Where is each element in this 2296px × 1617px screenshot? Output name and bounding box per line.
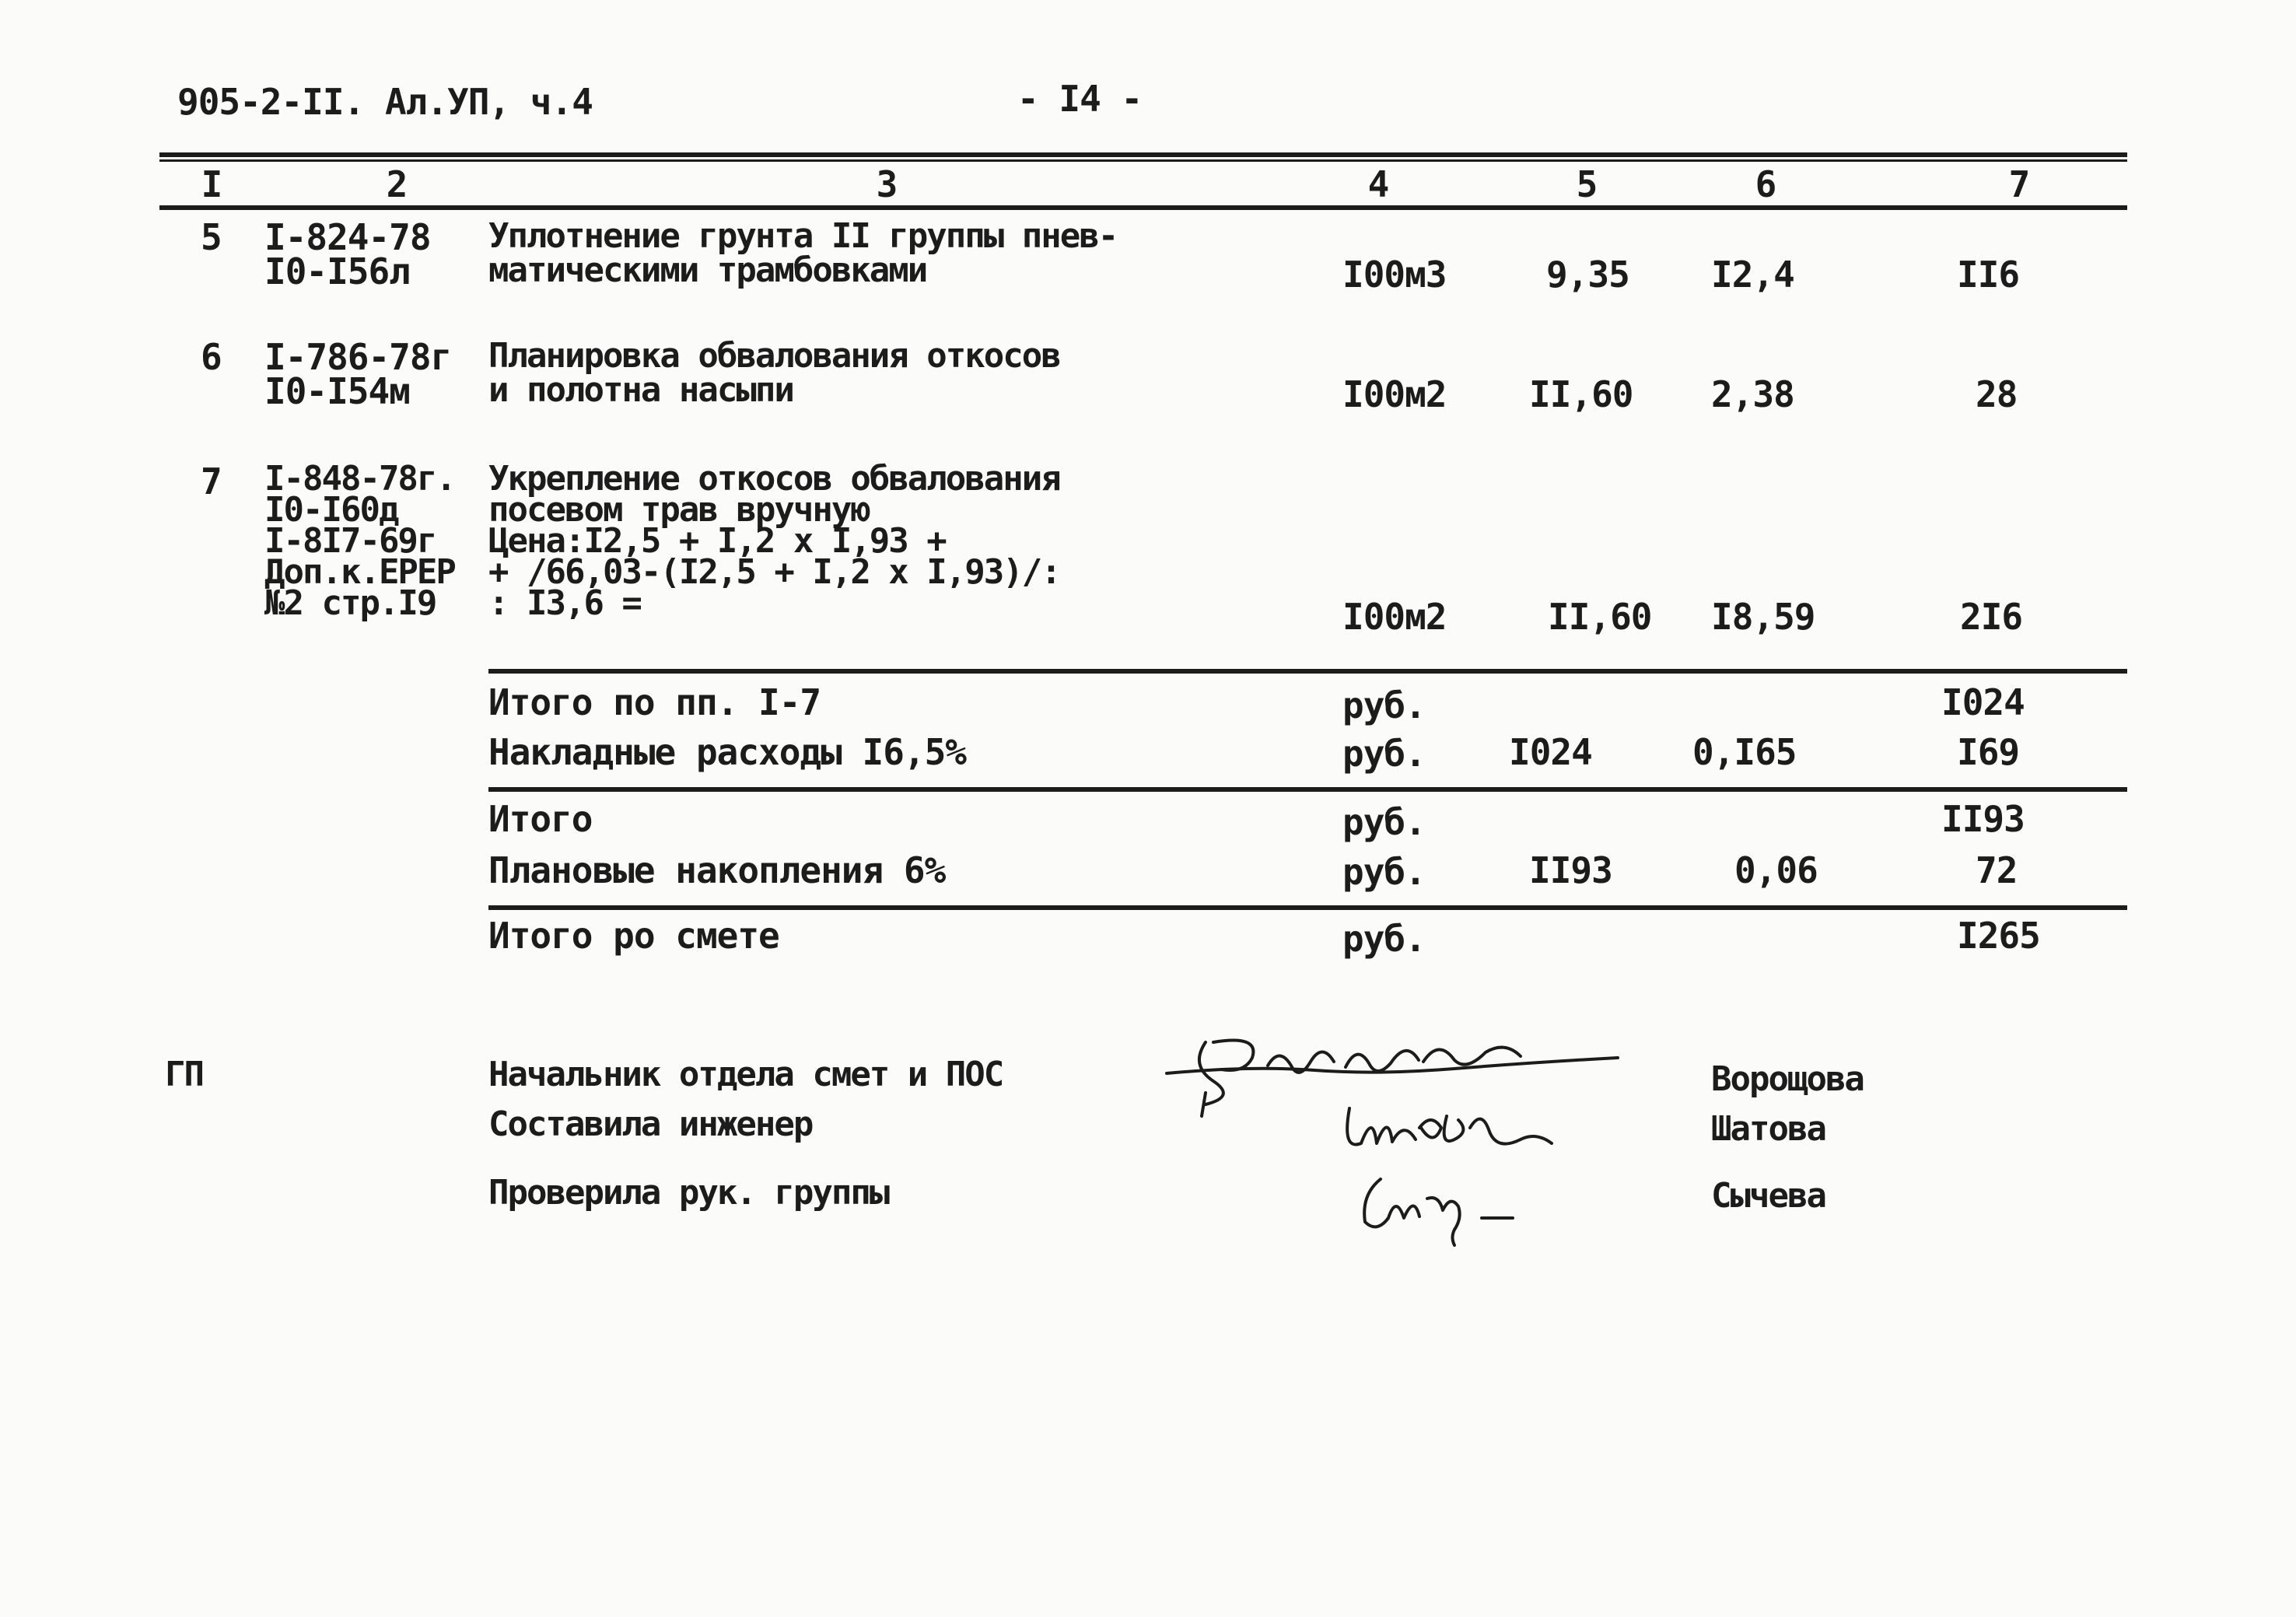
norm-code: Доп.к.ЕРЕР bbox=[264, 552, 455, 592]
price-formula: Цена:I2,5 + I,2 x I,93 + bbox=[488, 521, 946, 561]
org-mark: ГП bbox=[165, 1055, 203, 1094]
norm-code: I-824-78 bbox=[264, 216, 431, 258]
work-description: Планировка обвалования откосов bbox=[488, 336, 1060, 376]
summary-unit: руб. bbox=[1342, 801, 1426, 843]
row-number: 7 bbox=[201, 460, 222, 502]
summary-rate: 0,06 bbox=[1734, 849, 1818, 891]
work-description: Уплотнение грунта II группы пнев- bbox=[488, 216, 1118, 256]
unit: I00м3 bbox=[1342, 254, 1447, 296]
summary-label: Итого по пп. I-7 bbox=[488, 681, 821, 723]
summary-total: II93 bbox=[1941, 798, 2025, 840]
signer-name: Шатова bbox=[1711, 1109, 1825, 1149]
summary-unit: руб. bbox=[1342, 851, 1426, 893]
summary-label: Итого ро смете bbox=[488, 915, 779, 957]
norm-code: I-848-78г. bbox=[264, 459, 455, 499]
row-total: II6 bbox=[1957, 254, 2020, 296]
norm-code: I-786-78г bbox=[264, 336, 452, 378]
row-total: 2I6 bbox=[1960, 596, 2023, 638]
unit-price: I2,4 bbox=[1711, 254, 1794, 296]
summary-label: Плановые накопления 6% bbox=[488, 849, 946, 891]
summary-bottom-rule bbox=[488, 905, 2127, 910]
header-bottom-rule bbox=[159, 205, 2127, 210]
work-description: посевом трав вручную bbox=[488, 490, 870, 530]
column-number: 4 bbox=[1367, 163, 1389, 205]
quantity: 9,35 bbox=[1546, 254, 1629, 296]
summary-base: II93 bbox=[1529, 849, 1612, 891]
work-description: матическими трамбовками bbox=[488, 250, 927, 290]
norm-code: I0-I54м bbox=[264, 370, 410, 412]
column-number: I bbox=[201, 163, 222, 205]
signer-role: Проверила рук. группы bbox=[488, 1173, 889, 1213]
summary-total: I024 bbox=[1941, 681, 2025, 723]
row-total: 28 bbox=[1976, 373, 2018, 415]
signer-role: Начальник отдела смет и ПОС bbox=[488, 1055, 1003, 1094]
table-top-rule bbox=[159, 152, 2127, 157]
work-description: и полотна насыпи bbox=[488, 370, 793, 410]
row-number: 6 bbox=[201, 336, 222, 378]
summary-mid-rule bbox=[488, 787, 2127, 792]
unit: I00м2 bbox=[1342, 373, 1447, 415]
unit-price: I8,59 bbox=[1711, 596, 1815, 638]
summary-label: Накладные расходы I6,5% bbox=[488, 731, 966, 773]
column-number: 2 bbox=[386, 163, 408, 205]
norm-code: I-8I7-69г bbox=[264, 521, 436, 561]
norm-code: I0-I56л bbox=[264, 250, 410, 292]
quantity: II,60 bbox=[1548, 596, 1652, 638]
price-formula: : I3,6 = bbox=[488, 583, 641, 623]
row-number: 5 bbox=[201, 216, 222, 258]
norm-code: №2 стр.I9 bbox=[264, 583, 436, 623]
column-number: 6 bbox=[1755, 163, 1776, 205]
table-top-rule-inner bbox=[159, 159, 2127, 162]
summary-rate: 0,I65 bbox=[1692, 731, 1797, 773]
summary-unit: руб. bbox=[1342, 684, 1426, 726]
summary-total: I69 bbox=[1957, 731, 2020, 773]
summary-total: 72 bbox=[1976, 849, 2018, 891]
work-description: Укрепление откосов обвалования bbox=[488, 459, 1060, 499]
unit-price: 2,38 bbox=[1711, 373, 1794, 415]
quantity: II,60 bbox=[1529, 373, 1633, 415]
column-number: 5 bbox=[1576, 163, 1598, 205]
page-number: - I4 - bbox=[1017, 78, 1143, 120]
document-code: 905-2-II. Ал.УП, ч.4 bbox=[177, 81, 593, 123]
norm-code: I0-I60д bbox=[264, 490, 398, 530]
signer-name: Ворощова bbox=[1711, 1059, 1864, 1099]
summary-unit: руб. bbox=[1342, 733, 1426, 775]
summary-top-rule bbox=[488, 669, 2127, 674]
summary-unit: руб. bbox=[1342, 918, 1426, 960]
signer-name: Сычева bbox=[1711, 1176, 1825, 1216]
column-number: 3 bbox=[876, 163, 898, 205]
summary-base: I024 bbox=[1509, 731, 1592, 773]
summary-label: Итого bbox=[488, 798, 593, 840]
unit: I00м2 bbox=[1342, 596, 1447, 638]
price-formula: + /66,03-(I2,5 + I,2 x I,93)/: bbox=[488, 552, 1060, 592]
handwritten-signature bbox=[1338, 1097, 1571, 1167]
column-number: 7 bbox=[2008, 163, 2030, 205]
handwritten-signature bbox=[1353, 1164, 1524, 1249]
signer-role: Составила инженер bbox=[488, 1104, 813, 1144]
grand-total: I265 bbox=[1957, 915, 2040, 957]
